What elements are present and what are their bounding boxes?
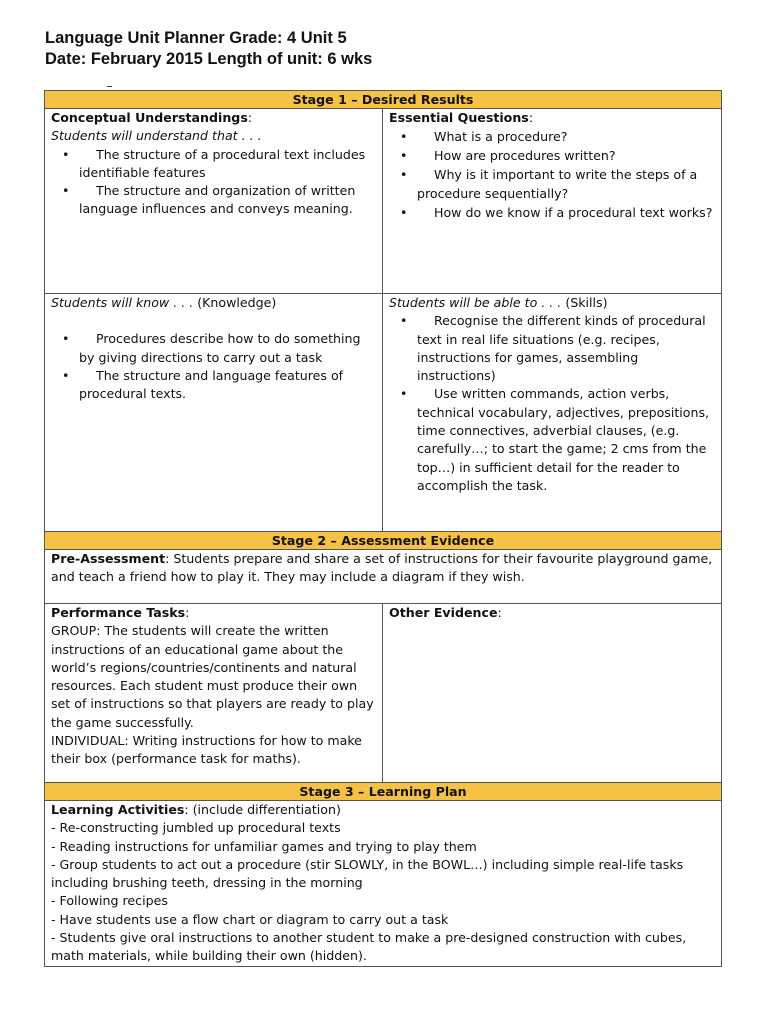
pre-assessment-cell: Pre-Assessment: Students prepare and share a set of instructions for their favourite playground game, and teach a friend how to play it. They may include a diagram if they wish. — [45, 550, 722, 604]
title-line-date-length: Date: February 2015 Length of unit: 6 wks — [45, 50, 373, 68]
learning-activities-cell: Learning Activities: (include differentiation) - Re-constructing jumbled up procedural texts - Reading instructions for unfamiliar games and trying to play them - Group students to act out a procedure (stir SLOWLY, in the BOWL…) including simple real-life tasks including brushing teeth, dressing in the morning - Following recipes - Have students use a flow chart or diagram to carry out a task - Students give oral instructions to another student to make a pre-designed construction with cubes, math materials, while building their own (hidden). — [45, 801, 722, 967]
skills-tag: (Skills) — [565, 295, 608, 310]
pre-assessment-text: Students prepare and share a set of instructions for their favourite playground game, and teach a friend how to play it. They may include a diagram if they wish. — [51, 551, 713, 585]
activity-line: - Students give oral instructions to another student to make a pre-designed construction with cubes, math materials, while building their own (hidden). — [51, 930, 687, 964]
performance-tasks-cell: Performance Tasks: GROUP: The students will create the written instructions of an educational game about the world’s regions/countries/continents and natural resources. Each student must produce their own set of instructions so that players are ready to play the game successfully. INDIVIDUAL: Writing instructions for how to make their box (performance task for maths). — [45, 604, 383, 783]
activity-line: - Have students use a flow chart or diagram to carry out a task — [51, 911, 449, 927]
essential-questions-label: Essential Questions — [389, 110, 529, 125]
unit-planner-table — [44, 90, 722, 967]
list-item: • Use written commands, action verbs, technical vocabulary, adjectives, prepositions, time connectives, adverbial clauses, (e.g. carefully…; to start the game; 2 cms from the top…) in sufficient detail for the reader to accomplish the task. — [417, 385, 715, 495]
pre-assessment-label: Pre-Assessment — [51, 551, 166, 566]
other-evidence-label: Other Evidence — [389, 605, 498, 620]
other-evidence-cell: Other Evidence: — [383, 604, 722, 783]
activity-line: - Following recipes — [51, 893, 168, 909]
list-item: • Procedures describe how to do something by giving directions to carry out a task — [79, 330, 376, 367]
skills-list — [389, 312, 715, 495]
skills-cell — [383, 294, 722, 532]
stage3-header: Stage 3 – Learning Plan — [45, 783, 722, 801]
essential-questions-cell: Essential Questions: • What is a procedure? • How are procedures written? • Why is it important to write the steps of a procedure sequentially? • How do we know if a procedural text works? — [383, 109, 722, 294]
list-item: • The structure and organization of written language influences and conveys meaning. — [79, 182, 376, 219]
list-item: • What is a procedure? — [417, 127, 715, 146]
stage2-header-row — [45, 532, 722, 550]
understandings-list — [51, 146, 376, 219]
list-item: • The structure of a procedural text includes identifiable features — [79, 146, 376, 183]
knowledge-list — [51, 330, 376, 403]
conceptual-understandings-label: Conceptual Understandings — [51, 110, 248, 125]
document-title — [45, 28, 372, 70]
questions-list — [389, 127, 715, 222]
stage2-header: Stage 2 – Assessment Evidence — [45, 532, 722, 550]
stray-mark — [107, 86, 112, 87]
stage1-header: Stage 1 – Desired Results — [45, 91, 722, 109]
stage2-row-pre-assessment — [45, 550, 722, 604]
title-line-grade-unit: Language Unit Planner Grade: 4 Unit 5 — [45, 29, 347, 47]
stage2-row-performance — [45, 604, 722, 783]
understand-intro: Students will understand that . . . — [51, 128, 262, 144]
knowledge-tag: (Knowledge) — [197, 295, 277, 310]
able-intro: Students will be able to . . . — [389, 295, 562, 310]
stage3-header-row — [45, 783, 722, 801]
activity-line: - Re-constructing jumbled up procedural texts — [51, 820, 341, 836]
learning-activities-note: (include differentiation) — [192, 802, 341, 817]
list-item: • How are procedures written? — [417, 146, 715, 165]
learning-activities-label: Learning Activities — [51, 802, 185, 817]
stage1-header-row — [45, 91, 722, 109]
list-item: • Recognise the different kinds of procedural text in real life situations (e.g. recipes, instructions for games, assembling instructions) — [417, 312, 715, 385]
knowledge-cell — [45, 294, 383, 532]
stage1-row-understandings — [45, 109, 722, 294]
activity-line: - Group students to act out a procedure (stir SLOWLY, in the BOWL…) including simple real-life tasks including brushing teeth, dressing in the morning — [51, 856, 684, 891]
performance-individual-text: INDIVIDUAL: Writing instructions for how to make their box (performance task for maths). — [51, 733, 362, 767]
list-item: • The structure and language features of procedural texts. — [79, 367, 376, 404]
know-intro: Students will know . . . — [51, 295, 194, 310]
list-item: • How do we know if a procedural text works? — [417, 203, 715, 222]
list-item: • Why is it important to write the steps of a procedure sequentially? — [417, 165, 715, 203]
stage3-row-activities — [45, 801, 722, 967]
stage1-row-knowledge-skills — [45, 294, 722, 532]
performance-tasks-label: Performance Tasks — [51, 605, 186, 620]
performance-group-text: GROUP: The students will create the written instructions of an educational game about the world’s regions/countries/continents and natural resources. Each student must produce their own set of instructions so that players are ready to play the game successfully. — [51, 623, 374, 730]
conceptual-understandings-cell: Conceptual Understandings: Students will understand that . . . • The structure of a procedural text includes identifiable features • The structure and organization of written language influences and conveys meaning. — [45, 109, 383, 294]
activity-line: - Reading instructions for unfamiliar games and trying to play them — [51, 838, 477, 854]
